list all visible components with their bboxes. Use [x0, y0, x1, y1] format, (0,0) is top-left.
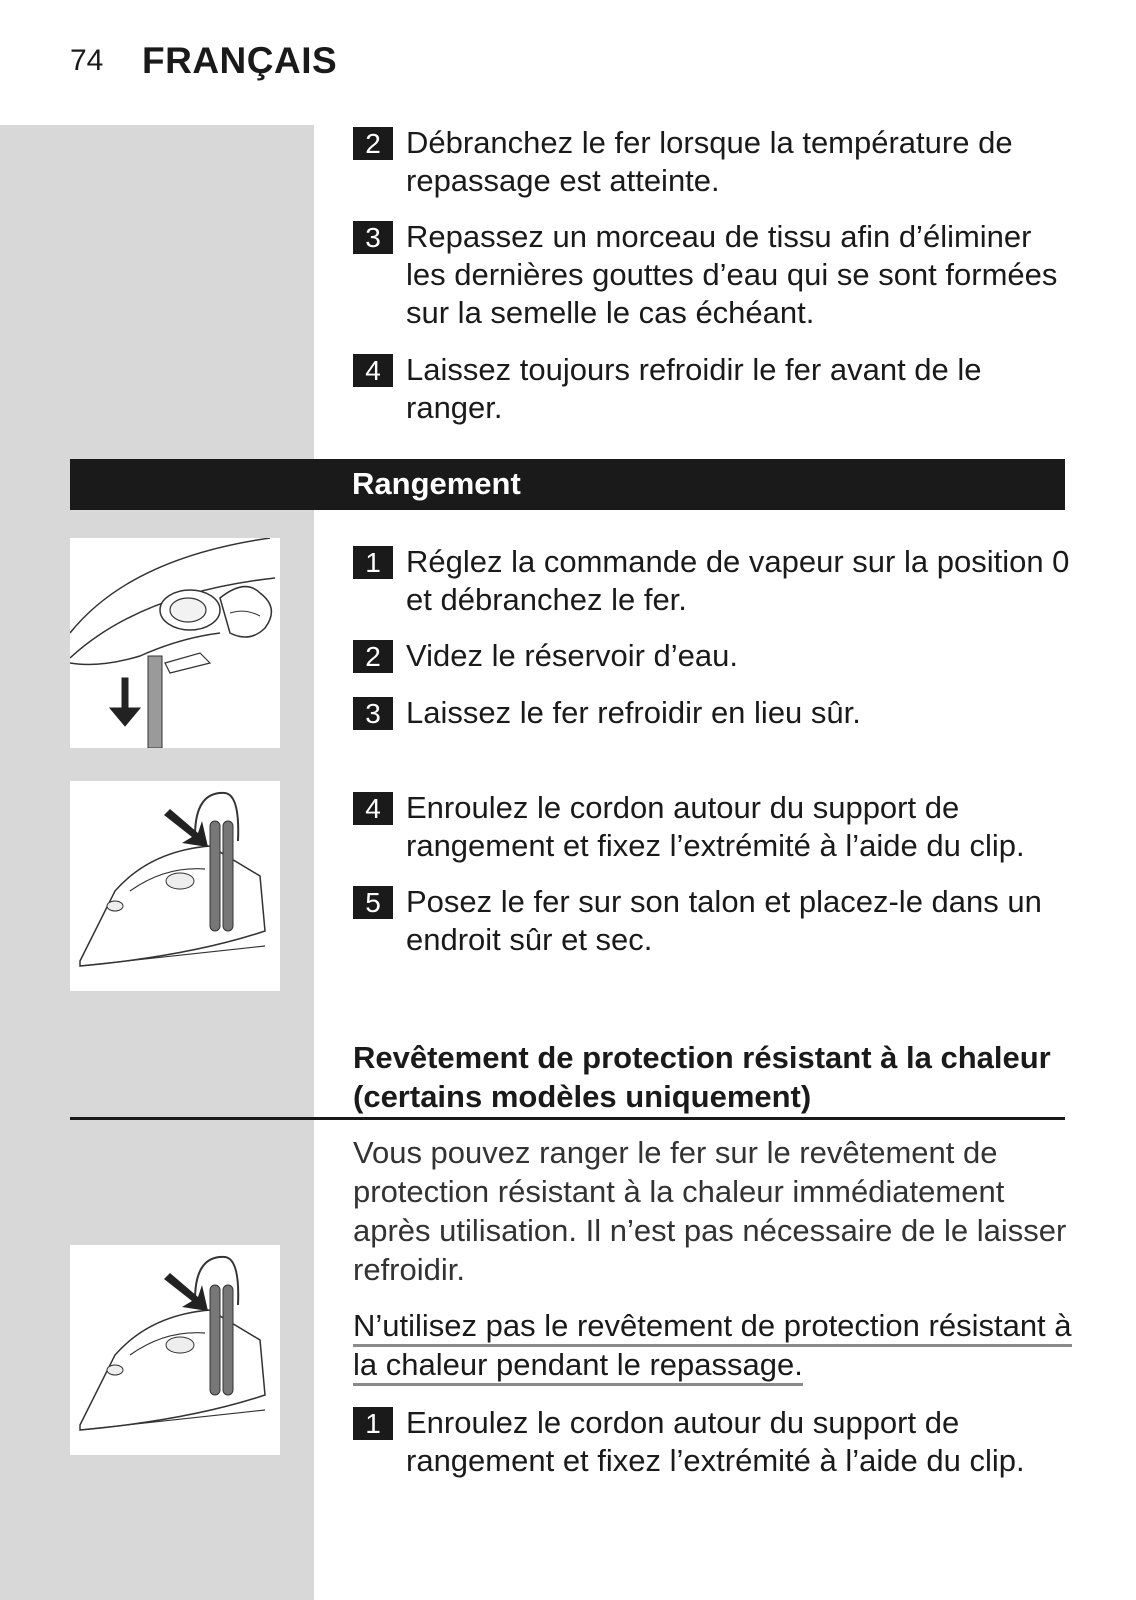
subsection-heading: Revêtement de protection résistant à la chaleur (certains modèles uniquement): [353, 1040, 1051, 1114]
step-item: [353, 1404, 1073, 1480]
step-text: Posez le fer sur son talon et placez-le dans un endroit sûr et sec.: [406, 884, 1042, 957]
info-paragraph: Vous pouvez ranger le fer sur le revêtement de protection résistant à la chaleur immédiatement après utilisation. Il n’est pas nécessaire de le laisser refroidir.: [353, 1135, 1067, 1287]
step-item: [353, 883, 1073, 959]
step-item: [353, 124, 1073, 200]
step-item: [353, 218, 1073, 332]
warning-underlined: N’utilisez pas le revêtement de protection résistant à la chaleur pendant le repassage.: [353, 1308, 1072, 1386]
step-item: [353, 789, 1073, 865]
page-number: 74: [70, 44, 104, 77]
step-text: Débranchez le fer lorsque la température de repassage est atteinte.: [406, 125, 1013, 198]
section-header-bar: [70, 459, 1065, 510]
step-item: [353, 694, 1073, 732]
step-item: [353, 543, 1073, 619]
step-item: [353, 351, 1073, 427]
step-number: 2: [353, 640, 393, 673]
cord-wrap-illustration: [70, 781, 280, 991]
step-text: Enroulez le cordon autour du support de rangement et fixez l’extrémité à l’aide du clip.: [406, 1405, 1025, 1478]
step-number: 4: [353, 354, 393, 387]
steam-knob-unplug-illustration: [70, 538, 280, 748]
iron-knob-drawing: [70, 538, 280, 748]
iron-cord-drawing-2: [70, 1245, 280, 1455]
step-number: 2: [353, 127, 393, 160]
step-number: 3: [353, 221, 393, 254]
cord-wrap-illustration-2: [70, 1245, 280, 1455]
warning-text: [353, 1306, 1073, 1384]
heading-rule: [70, 1117, 1065, 1120]
step-text: Laissez le fer refroidir en lieu sûr.: [406, 695, 861, 730]
step-number: 4: [353, 792, 393, 825]
section-title: Rangement: [352, 466, 521, 501]
step-number: 3: [353, 697, 393, 730]
step-text: Enroulez le cordon autour du support de rangement et fixez l’extrémité à l’aide du clip.: [406, 790, 1025, 863]
step-text: Repassez un morceau de tissu afin d’éliminer les dernières gouttes d’eau qui se sont formées sur la semelle le cas échéant.: [406, 219, 1058, 330]
step-number: 1: [353, 1407, 393, 1440]
language-heading: FRANÇAIS: [142, 40, 338, 81]
step-text: Réglez la commande de vapeur sur la position 0 et débranchez le fer.: [406, 544, 1070, 617]
step-text: Laissez toujours refroidir le fer avant de le ranger.: [406, 352, 982, 425]
step-number: 5: [353, 886, 393, 919]
step-item: [353, 637, 1073, 675]
step-number: 1: [353, 546, 393, 579]
step-text: Videz le réservoir d’eau.: [406, 638, 738, 673]
iron-cord-drawing: [70, 781, 280, 991]
